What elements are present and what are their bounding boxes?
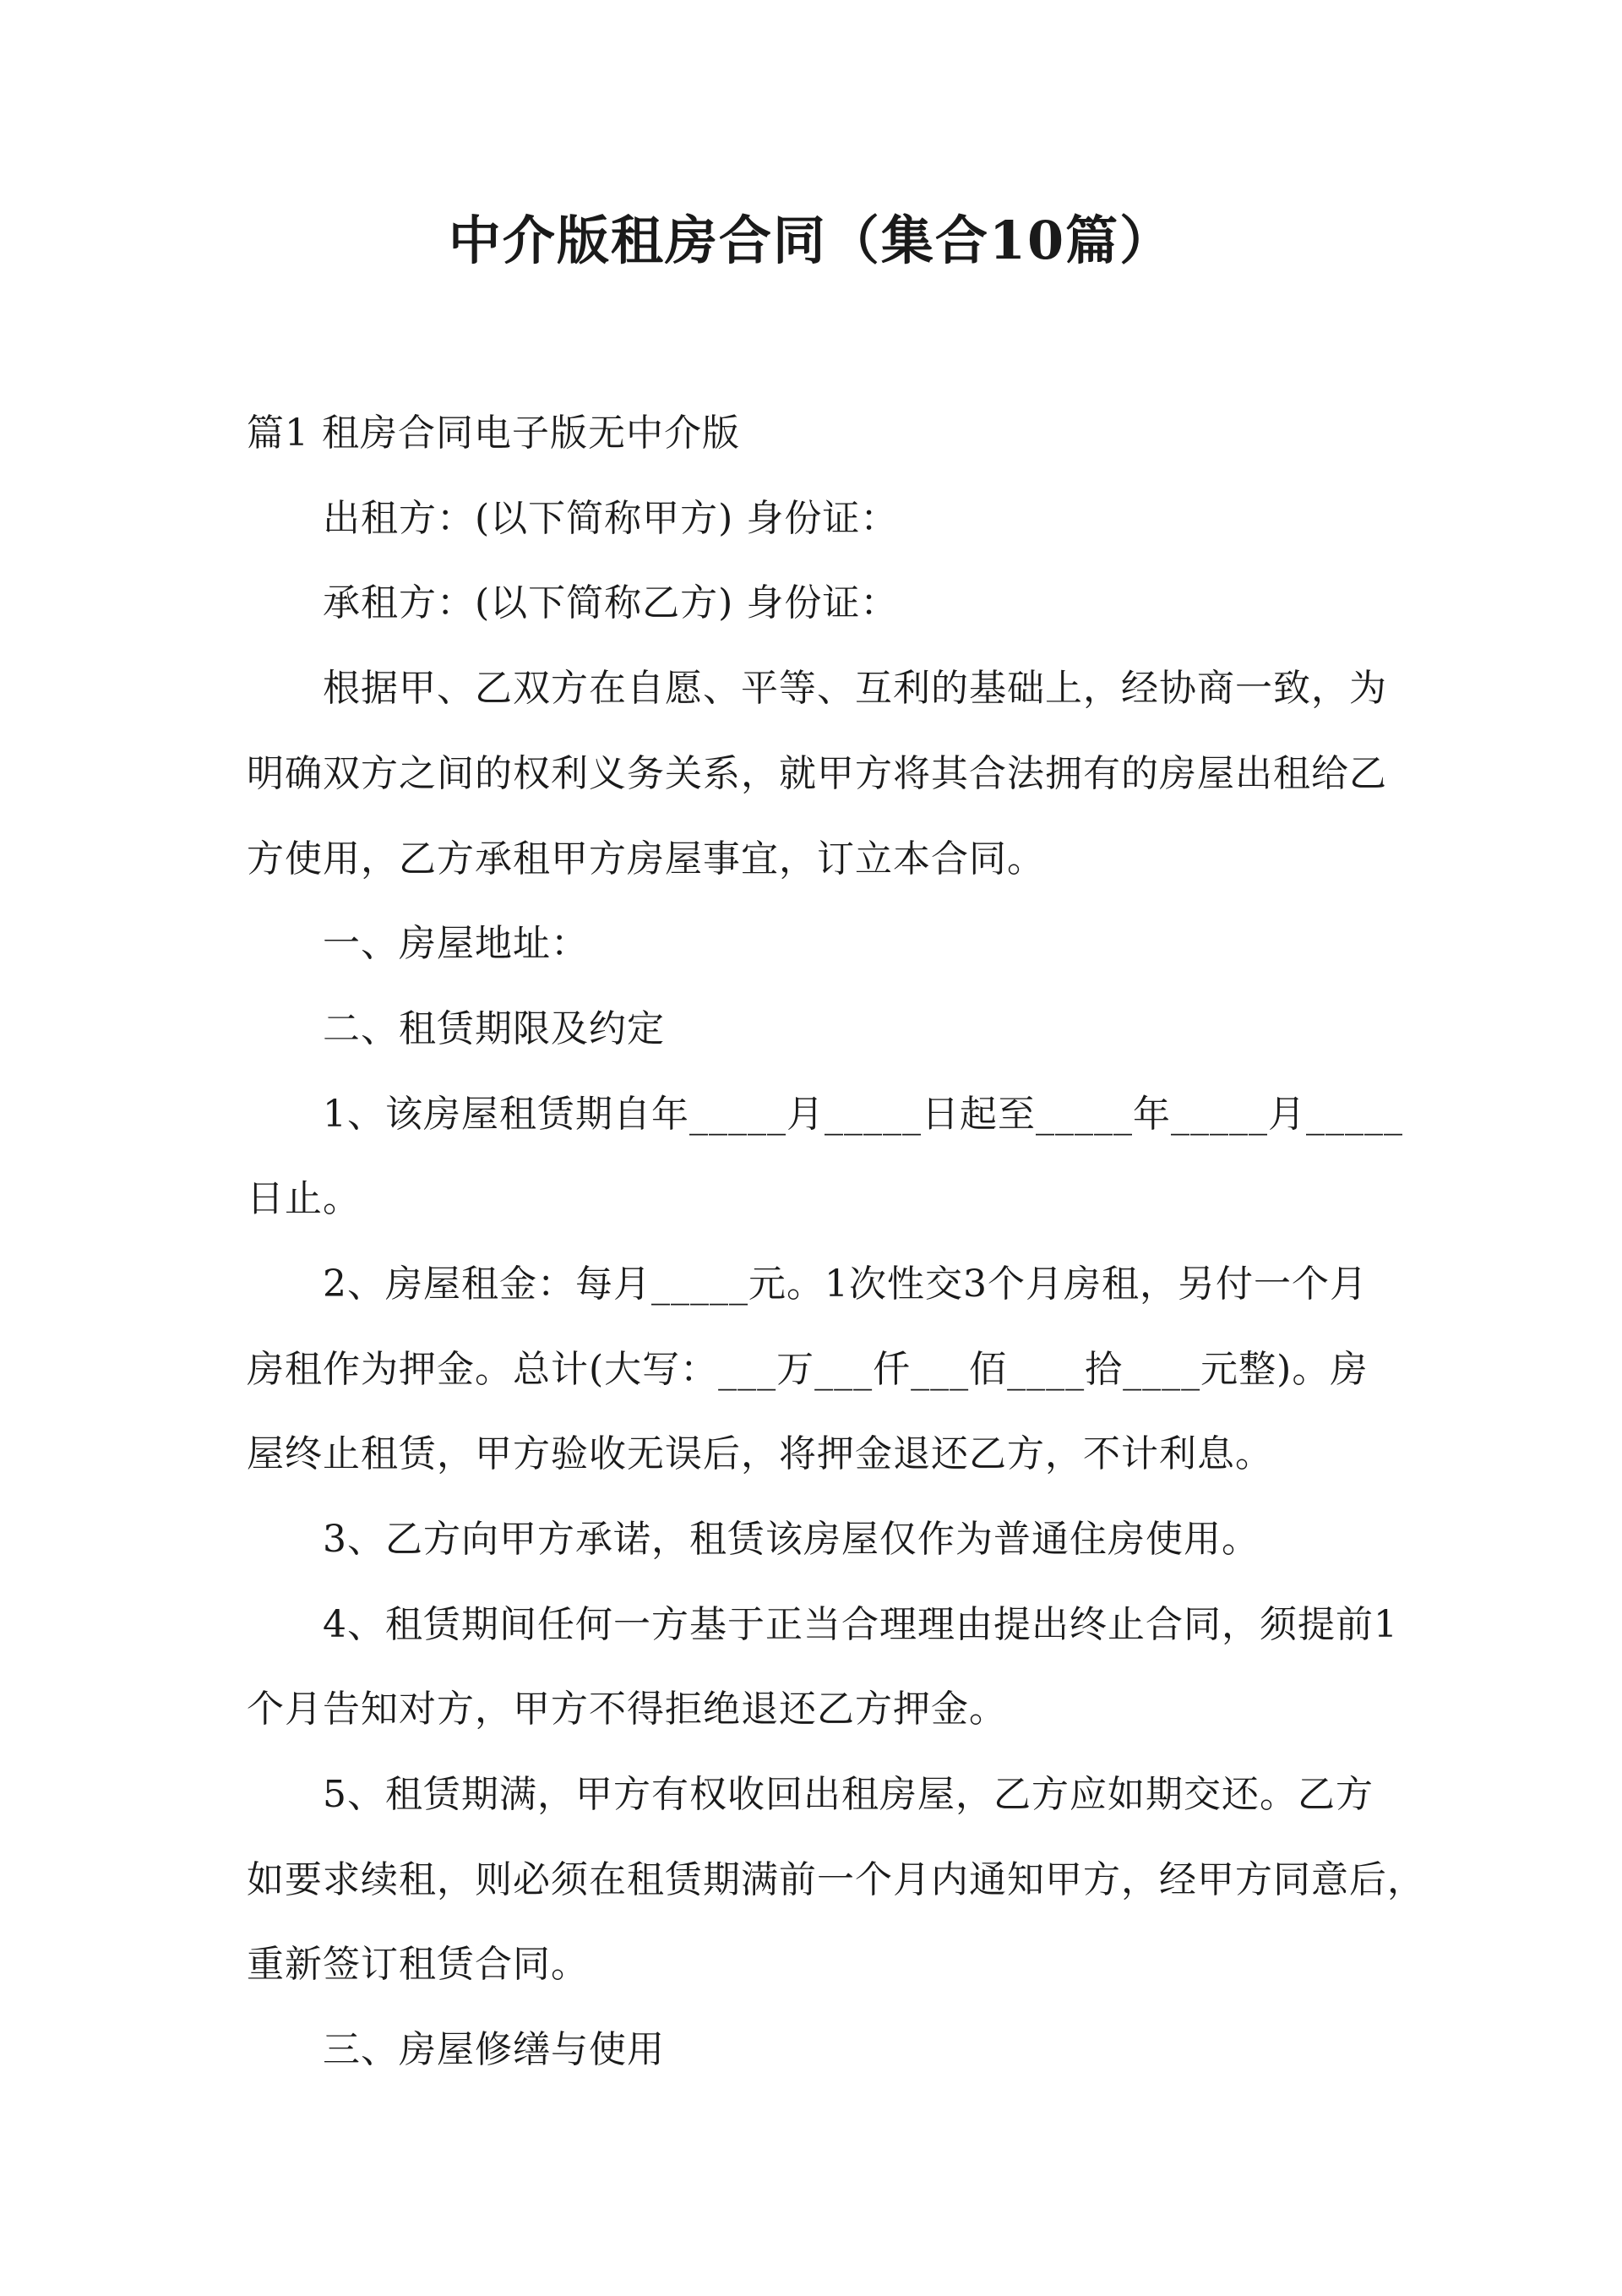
expiry-line-1: 5、租赁期满，甲方有权收回出租房屋，乙方应如期交还。乙方 <box>323 1773 1374 1816</box>
expiry-line-2: 如要求续租，则必须在租赁期满前一个月内通知甲方，经甲方同意后， <box>247 1858 1425 1901</box>
clause-heading-term: 二、租赁期限及约定 <box>323 1007 665 1050</box>
term-line-1: 1、该房屋租赁期自年_____月_____日起至_____年_____月_____ <box>323 1093 1403 1136</box>
clause-heading-address: 一、房屋地址： <box>323 922 589 965</box>
preamble-line-2: 明确双方之间的权利义务关系，就甲方将其合法拥有的房屋出租给乙 <box>247 752 1387 795</box>
rent-line-1: 2、房屋租金：每月_____元。1次性交3个月房租，另付一个月 <box>323 1263 1368 1306</box>
section-heading: 篇1 租房合同电子版无中介版 <box>247 412 740 455</box>
rent-line-3: 屋终止租赁，甲方验收无误后，将押金退还乙方，不计利息。 <box>247 1432 1273 1475</box>
lessee-line: 承租方：(以下简称乙方) 身份证： <box>323 581 899 624</box>
termination-line-1: 4、租赁期间任何一方基于正当合理理由提出终止合同，须提前1 <box>323 1603 1398 1646</box>
lessor-line: 出租方：(以下简称甲方) 身份证： <box>323 497 899 540</box>
use-line: 3、乙方向甲方承诺，租赁该房屋仅作为普通住房使用。 <box>323 1518 1260 1561</box>
preamble-line-3: 方使用，乙方承租甲方房屋事宜，订立本合同。 <box>247 837 1045 881</box>
document-title: 中介版租房合同（集合10篇） <box>448 210 1174 271</box>
clause-heading-repair: 三、房屋修缮与使用 <box>323 2028 665 2071</box>
preamble-line-1: 根据甲、乙双方在自愿、平等、互利的基础上，经协商一致，为 <box>323 667 1387 710</box>
term-line-2: 日止。 <box>247 1177 361 1220</box>
rent-line-2: 房租作为押金。总计(大写：___万___仟___佰____拾____元整)。房 <box>247 1348 1369 1391</box>
termination-line-2: 个月告知对方，甲方不得拒绝退还乙方押金。 <box>247 1688 1007 1731</box>
expiry-line-3: 重新签订租赁合同。 <box>247 1943 589 1986</box>
